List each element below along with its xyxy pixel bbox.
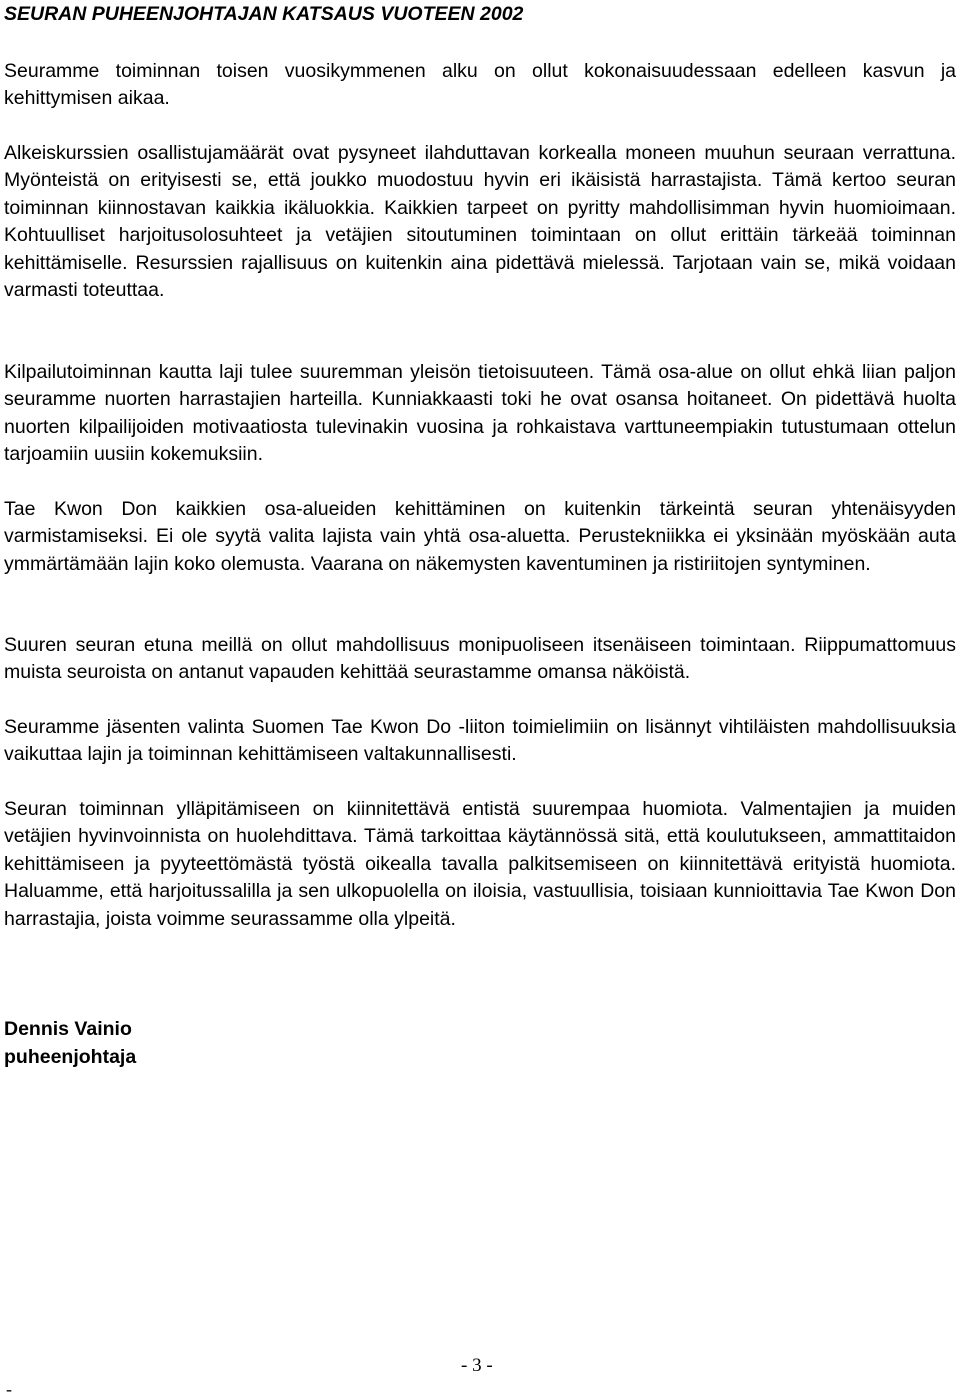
page-number: - 3 -	[461, 1355, 493, 1376]
paragraph-federation: Seuramme jäsenten valinta Suomen Tae Kwon Do -liiton toimielimiin on lisännyt vihtiläisten mahdollisuuksia vaikuttaa lajin ja toiminnan kehittämiseen valtakunnallisesti.	[4, 716, 956, 766]
paragraph-intro: Seuramme toiminnan toisen vuosikymmenen alku on ollut kokonaisuudessaan edelleen kasvun ja kehittymisen aikaa.	[4, 60, 956, 110]
paragraph-maintenance: Seuran toiminnan ylläpitämiseen on kiinnitettävä entistä suurempaa huomiota. Valmentajien ja muiden vetäjien hyvinvoinnista on huolehdittava. Tämä tarkoittaa käytännössä sitä, että koulutukseen, ammattitaidon kehittämiseen ja pyyteettömästä työstä oikealla tavalla palkitsemiseen on kiinnitettävä erityistä huomiota. Haluamme, että harjoitussalilla ja sen ulkopuolella on iloisia, vastuullisia, toisiaan kunnioittavia Tae Kwon Don harrastajia, joista voimme seurassamme olla ylpeitä.	[4, 798, 956, 930]
footer-mark: -	[6, 1379, 12, 1399]
document-title: SEURAN PUHEENJOHTAJAN KATSAUS VUOTEEN 2002	[4, 3, 524, 25]
paragraph-competition: Kilpailutoiminnan kautta laji tulee suuremman yleisön tietoisuuteen. Tämä osa-alue on ollut ehkä liian paljon seuramme nuorten harrastajien harteilla. Kunniakkaasti toki he ovat osansa hoitaneet. On pidettävä huolta nuorten kilpailijoiden motivaatiosta tulevinakin vuosina ja rohkaistava varttuneempiakin tutustumaan ottelun tarjoamiin uusiin kokemuksiin.	[4, 361, 956, 466]
signature-role: puheenjohtaja	[4, 1046, 137, 1068]
paragraph-independence: Suuren seuran etuna meillä on ollut mahdollisuus monipuoliseen itsenäiseen toimintaan. Riippumattomuus muista seuroista on antanut vapauden kehittää seurastamme omansa näköistä.	[4, 634, 956, 684]
signature-name: Dennis Vainio	[4, 1018, 132, 1040]
paragraph-development: Tae Kwon Don kaikkien osa-alueiden kehittäminen on kuitenkin tärkeintä seuran yhtenäisyyden varmistamiseksi. Ei ole syytä valita lajista vain yhtä osa-aluetta. Perustekniikka ei yksinään myöskään auta ymmärtämään lajin koko olemusta. Vaarana on näkemysten kaventuminen ja ristiriitojen syntyminen.	[4, 498, 956, 575]
paragraph-beginner-courses: Alkeiskurssien osallistujamäärät ovat pysyneet ilahduttavan korkealla moneen muuhun seuraan verrattuna. Myönteistä on erityisesti se, että joukko muodostuu hyvin eri ikäisistä harrastajista. Tämä kertoo seuran toiminnan kiinnostavan kaikkia ikäluokkia. Kaikkien tarpeet on pyritty mahdollisimman hyvin huomioimaan. Kohtuulliset harjoitusolosuhteet ja vetäjien sitoutuminen toimintaan on ollut erittäin tärkeää toiminnan kehittämiselle. Resurssien rajallisuus on kuitenkin aina pidettävä mielessä. Tarjotaan vain se, mikä voidaan varmasti toteuttaa.	[4, 142, 956, 302]
